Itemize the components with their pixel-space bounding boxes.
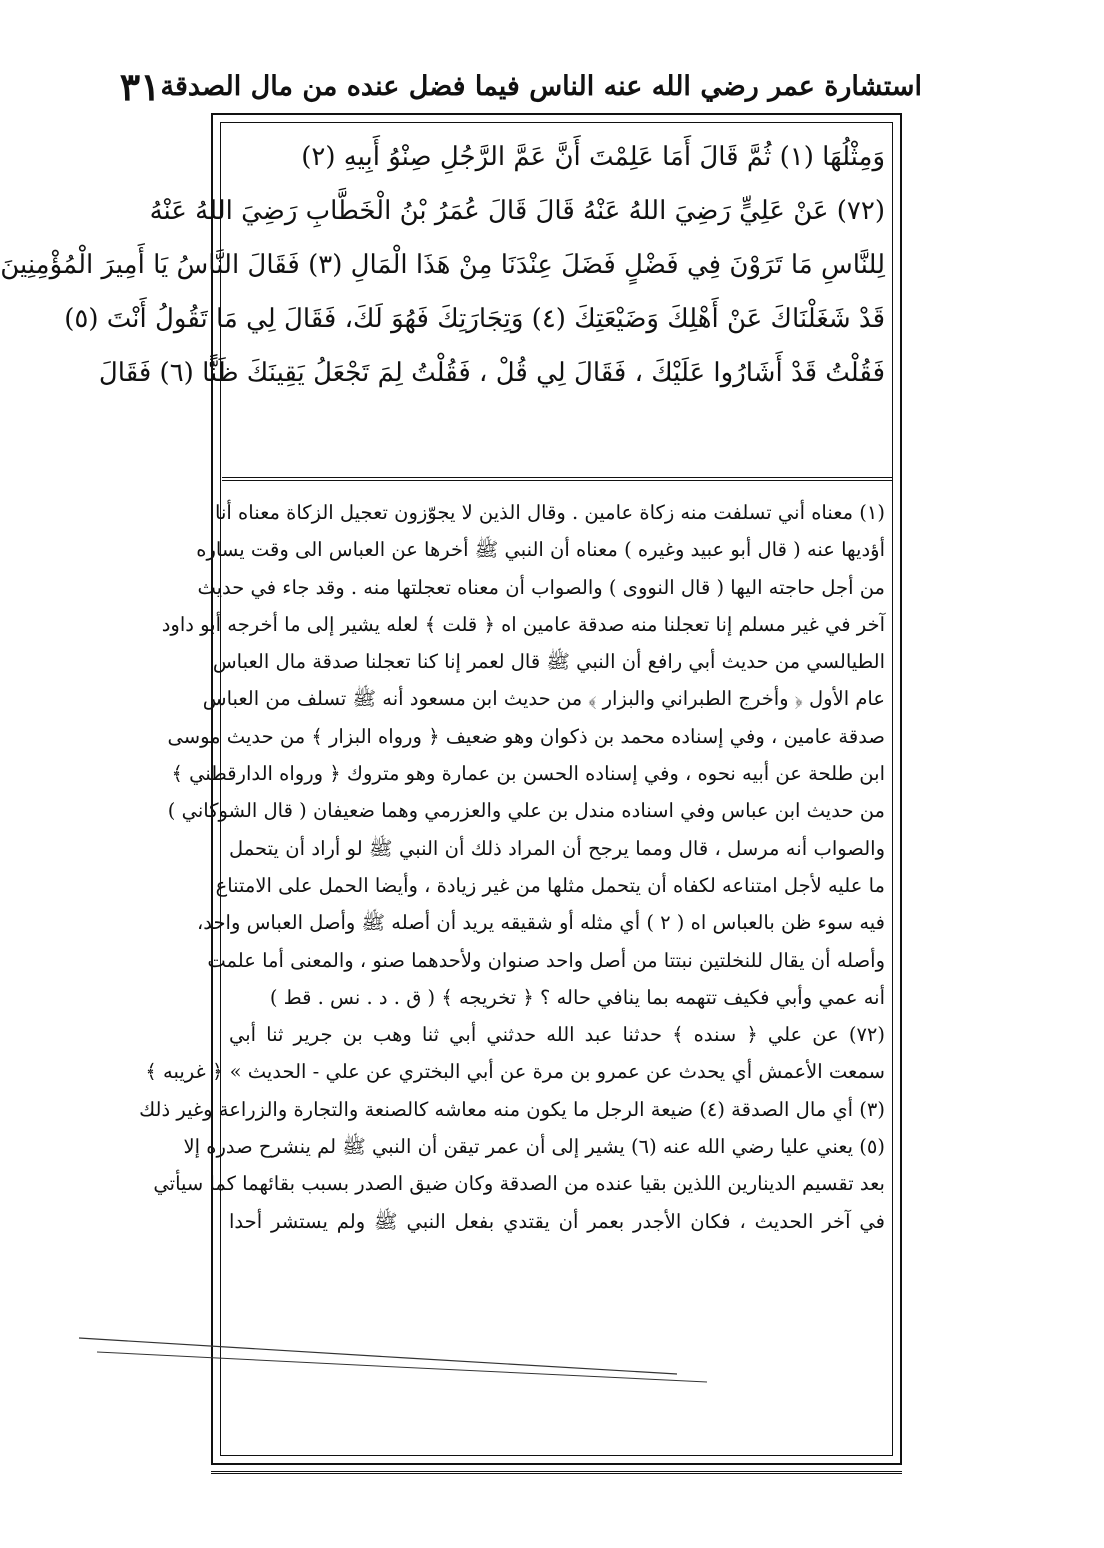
main-text-line: لِلنَّاسِ مَا تَرَوْنَ فِي فَضْلٍ فَضَلَ عِنْدَنَا مِنْ هَذَا الْمَالِ (٣) فَقَالَ النَّاسُ يَا أَمِيرَ الْمُؤْمِنِينَ	[0, 250, 885, 280]
footnote-line: (٥) يعني عليا رضي الله عنه (٦) يشير إلى أن عمر تيقن أن النبي ﷺ لم ينشرح صدره إلا	[183, 1135, 885, 1159]
footnote-line: عام الأول ﴿ وأخرج الطبراني والبزار ﴾ من حديث ابن مسعود أنه ﷺ تسلف من العباس	[202, 687, 885, 711]
footnote-line: أؤديها عنه ( قال أبو عبيد وغيره ) معناه أن النبي ﷺ أخرها عن العباس الى وقت يساره	[196, 538, 885, 562]
footnote-line: من حديث ابن عباس وفي اسناده مندل بن علي والعزرمي وهما ضعيفان ( قال الشوكاني )	[167, 799, 885, 823]
hadith-main-text	[0, 130, 885, 400]
footnote-line: بعد تقسيم الدينارين اللذين بقيا عنده من الصدقة وكان ضيق الصدر بسبب بقائهما كما سيأتي	[153, 1172, 885, 1196]
footnote-line: الطيالسي من حديث أبي رافع أن النبي ﷺ قال لعمر إنا كنا تعجلنا صدقة مال العباس	[212, 650, 885, 674]
footnote-line: ابن طلحة عن أبيه نحوه ، وفي إسناده الحسن بن عمارة وهو متروك ﴿ ورواه الدارقطني ﴾	[171, 762, 885, 786]
footnote-line: سمعت الأعمش أي يحدث عن عمرو بن مرة عن أبي البختري عن علي - الحديث » ﴿ غريبه ﴾	[145, 1060, 885, 1084]
main-text-line: وَمِثْلُهَا (١) ثُمَّ قَالَ أَمَا عَلِمْتَ أَنَّ عَمَّ الرَّجُلِ صِنْوُ أَبِيهِ (٢)	[301, 142, 885, 172]
footnote-line: في آخر الحديث ، فكان الأجدر بعمر أن يقتدي بفعل النبي ﷺ ولم يستشر أحدا	[229, 1209, 885, 1233]
page-title: استشارة عمر رضي الله عنه الناس فيما فضل عنده من مال الصدقة	[160, 70, 922, 102]
footnote-line: (٣) أي مال الصدقة (٤) ضيعة الرجل ما يكون منه معاشه كالصنعة والتجارة والزراعة وغير ذلك	[139, 1097, 885, 1121]
pen-scribble-marks	[77, 1330, 717, 1390]
footnote-line: (١) معناه أني تسلفت منه زكاة عامين . وقال الذين لا يجوّزون تعجيل الزكاة معناه أنا	[215, 501, 885, 524]
footnote-line: وأصله أن يقال للنخلتين نبتتا من أصل واحد صنوان ولأحدهما صنو ، والمعنى أما علمت	[207, 948, 885, 972]
pen-stroke	[97, 1352, 707, 1382]
footnote-line: والصواب أنه مرسل ، قال ومما يرجح أن المراد ذلك أن النبي ﷺ لو أراد أن يتحمل	[229, 836, 885, 860]
main-text-line: (٧٢) عَنْ عَلِيٍّ رَضِيَ اللهُ عَنْهُ قَالَ قَالَ عُمَرُ بْنُ الْخَطَّابِ رَضِيَ اللهُ عَنْهُ	[149, 196, 885, 226]
footnote-line: آخر في غير مسلم إنا تعجلنا منه صدقة عامين اه ﴿ قلت ﴾ لعله يشير إلى ما أخرجه أبو داود	[161, 612, 885, 636]
main-text-line: فَقُلْتُ قَدْ أَشَارُوا عَلَيْكَ ، فَقَالَ لِي قُلْ ، فَقُلْتُ لِمَ تَجْعَلُ يَقِينَكَ ظَنًّا (٦) فَقَالَ	[98, 358, 885, 388]
text-notes-divider	[222, 477, 892, 481]
page-number: ٣١	[119, 63, 161, 109]
footnotes	[139, 494, 885, 1240]
footnote-line: فيه سوء ظن بالعباس اه ( ٢ ) أي مثله أو شقيقه يريد أن أصله ﷺ وأصل العباس واحد،	[196, 911, 885, 935]
footnote-line: أنه عمي وأبي فكيف تتهمه بما ينافي حاله ؟ ﴿ تخريجه ﴾ ( ق . د . نس . قط )	[269, 985, 885, 1009]
footnote-line: (٧٢) عن علي ﴿ سنده ﴾ حدثنا عبد الله حدثني أبي ثنا وهب بن جرير ثنا أبي	[229, 1023, 885, 1047]
page-header	[119, 62, 922, 110]
footnote-line: من أجل حاجته اليها ( قال النووى ) والصواب أن معناه تعجلتها منه . وقد جاء في حديث	[197, 575, 885, 599]
main-text-line: قَدْ شَغَلْنَاكَ عَنْ أَهْلِكَ وَضَيْعَتِكَ (٤) وَتِجَارَتِكَ فَهُوَ لَكَ، فَقَالَ لِي مَا تَقُولُ أَنْتَ (٥)	[64, 304, 885, 334]
footnote-line: ما عليه لأجل امتناعه لكفاه أن يتحمل مثلها من غير زيادة ، وأيضا الحمل على الامتناع	[215, 873, 885, 897]
page-bottom-rule	[211, 1471, 902, 1474]
footnote-line: صدقة عامين ، وفي إسناده محمد بن ذكوان وهو ضعيف ﴿ ورواه البزار ﴾ من حديث موسى	[167, 724, 885, 748]
